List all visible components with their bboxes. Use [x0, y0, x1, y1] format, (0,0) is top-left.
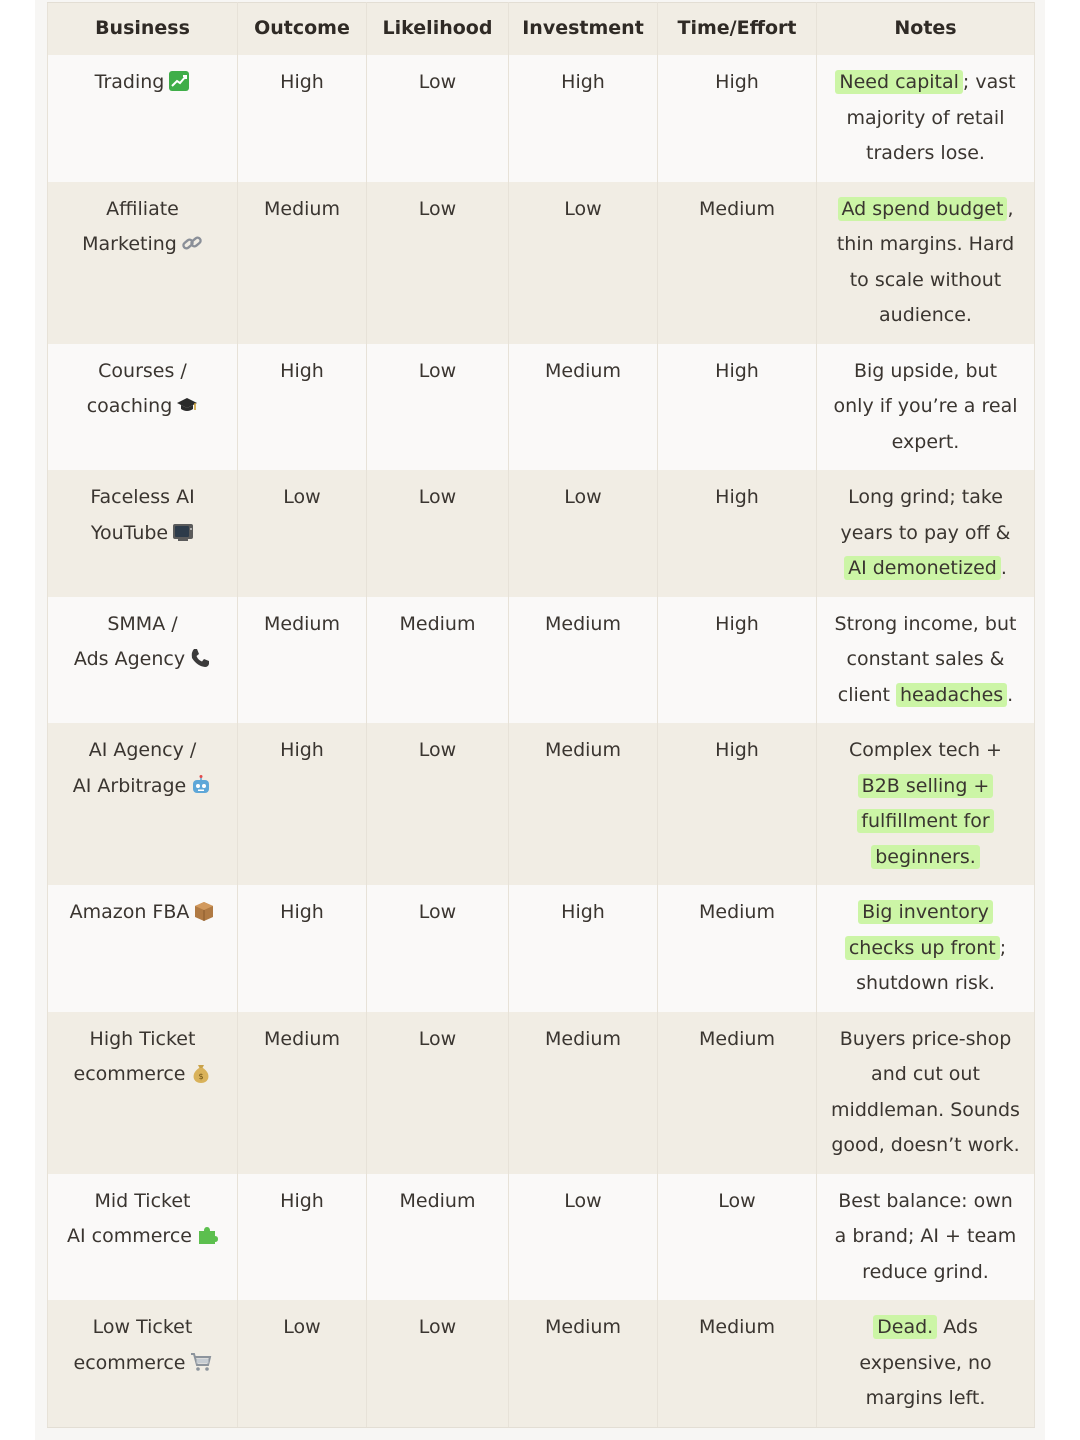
cell-time-effort: High — [658, 470, 817, 597]
television-icon — [172, 521, 194, 543]
highlighted-note-text: B2B selling + fulfillment for beginners. — [857, 774, 993, 869]
table-row — [48, 470, 1035, 597]
business-name-line: Amazon FBA — [69, 901, 190, 923]
table-sheet — [35, 0, 1045, 1440]
cell-business — [48, 1012, 238, 1174]
note-text: Big upside, but only if you’re a real expert. — [833, 359, 1018, 453]
business-name-line: Affiliate — [106, 197, 179, 220]
cell-business — [48, 1300, 238, 1427]
cell-outcome: High — [238, 885, 367, 1012]
money-bag-icon — [190, 1062, 212, 1084]
cell-outcome: Low — [238, 470, 367, 597]
highlighted-note-text: AI demonetized — [844, 556, 1001, 580]
cell-notes — [817, 55, 1035, 182]
cell-notes — [817, 1012, 1035, 1174]
table-row — [48, 1300, 1035, 1427]
cell-outcome: Medium — [238, 1012, 367, 1174]
cell-investment: Medium — [509, 1012, 658, 1174]
cell-likelihood: Low — [367, 344, 509, 471]
cell-likelihood: Low — [367, 885, 509, 1012]
cell-notes — [817, 723, 1035, 885]
cell-investment: Medium — [509, 597, 658, 724]
cell-notes — [817, 885, 1035, 1012]
shopping-cart-icon — [190, 1351, 212, 1373]
cell-time-effort: Medium — [658, 1300, 817, 1427]
business-name-line: SMMA / — [107, 612, 178, 635]
cell-notes — [817, 1300, 1035, 1427]
highlighted-note-text: Dead. — [873, 1315, 937, 1339]
cell-business — [48, 723, 238, 885]
highlighted-note-text: headaches — [896, 683, 1007, 707]
header-notes: Notes — [817, 3, 1035, 56]
business-name-line: Mid Ticket — [94, 1189, 191, 1212]
highlighted-note-text: Big inventory checks up front — [845, 900, 1000, 960]
business-name-line: ecommerce — [73, 1351, 186, 1374]
business-name-line: Marketing — [82, 233, 177, 255]
note-text: Ads expensive, no margins left. — [859, 1316, 992, 1409]
cell-outcome: Medium — [238, 182, 367, 344]
business-name-line: Courses / — [98, 359, 187, 382]
package-icon — [193, 900, 215, 922]
cell-notes — [817, 1174, 1035, 1301]
business-name-line: Low Ticket — [92, 1316, 193, 1338]
cell-likelihood: Medium — [367, 597, 509, 724]
header-business: Business — [48, 3, 238, 56]
cell-time-effort: High — [658, 55, 817, 182]
table-row — [48, 55, 1035, 182]
cell-outcome: High — [238, 55, 367, 182]
cell-investment: Low — [509, 182, 658, 344]
business-name-line: AI commerce — [67, 1225, 192, 1247]
cell-outcome: Low — [238, 1300, 367, 1427]
cell-time-effort: High — [658, 597, 817, 724]
cell-outcome: High — [238, 1174, 367, 1301]
highlighted-note-text: Need capital — [835, 70, 963, 94]
cell-likelihood: Low — [367, 55, 509, 182]
header-row — [48, 3, 1035, 56]
telephone-icon — [189, 647, 211, 669]
robot-icon — [190, 774, 212, 796]
table-row — [48, 1012, 1035, 1174]
cell-likelihood: Medium — [367, 1174, 509, 1301]
cell-investment: Low — [509, 1174, 658, 1301]
cell-business — [48, 344, 238, 471]
cell-business — [48, 885, 238, 1012]
cell-outcome: Medium — [238, 597, 367, 724]
cell-business — [48, 182, 238, 344]
business-name-line: coaching — [86, 395, 173, 417]
header-likelihood: Likelihood — [367, 3, 509, 56]
note-text: . — [1000, 557, 1007, 579]
note-text: ; vast majority of retail traders lose. — [846, 71, 1016, 164]
cell-likelihood: Low — [367, 1012, 509, 1174]
table-row — [48, 723, 1035, 885]
cell-investment: Medium — [509, 1300, 658, 1427]
business-name-line: High Ticket — [89, 1027, 196, 1050]
cell-notes — [817, 182, 1035, 344]
business-name-line: Faceless AI — [90, 486, 195, 508]
business-name-line: AI Arbitrage — [72, 774, 187, 797]
chart-increasing-icon — [168, 70, 190, 92]
note-text: Strong income, but constant sales & client — [834, 612, 1017, 706]
note-text: Complex tech + — [849, 739, 1002, 761]
note-text: Buyers price-shop and cut out middleman. Sounds good, doesn’t work. — [831, 1027, 1020, 1156]
cell-business — [48, 597, 238, 724]
note-text: , thin margins. Hard to scale without audience. — [836, 197, 1015, 326]
cell-time-effort: High — [658, 723, 817, 885]
cell-outcome: High — [238, 344, 367, 471]
comparison-table — [47, 2, 1035, 1428]
svg-text:$: $ — [197, 1072, 204, 1081]
header-investment: Investment — [509, 3, 658, 56]
header-time-effort: Time/Effort — [658, 3, 817, 56]
graduation-cap-icon — [176, 394, 198, 416]
cell-notes — [817, 597, 1035, 724]
cell-time-effort: Medium — [658, 885, 817, 1012]
cell-outcome: High — [238, 723, 367, 885]
cell-time-effort: Low — [658, 1174, 817, 1301]
table-row — [48, 182, 1035, 344]
cell-likelihood: Low — [367, 182, 509, 344]
link-icon — [181, 232, 203, 254]
cell-likelihood: Low — [367, 723, 509, 885]
table-row — [48, 597, 1035, 724]
cell-business — [48, 55, 238, 182]
table-row — [48, 344, 1035, 471]
cell-investment: High — [509, 885, 658, 1012]
header-outcome: Outcome — [238, 3, 367, 56]
note-text: . — [1007, 683, 1014, 706]
note-text: Best balance: own a brand; AI + team reduce grind. — [834, 1189, 1017, 1283]
table-row — [48, 885, 1035, 1012]
business-name-line: Trading — [94, 71, 165, 93]
cell-investment: Low — [509, 470, 658, 597]
table-row — [48, 1174, 1035, 1301]
business-name-line: YouTube — [90, 521, 169, 544]
cell-notes — [817, 470, 1035, 597]
table-body — [48, 55, 1035, 1427]
cell-business — [48, 470, 238, 597]
business-name-line: Ads Agency — [73, 648, 186, 670]
cell-business — [48, 1174, 238, 1301]
cell-time-effort: High — [658, 344, 817, 471]
cell-time-effort: Medium — [658, 182, 817, 344]
cell-investment: Medium — [509, 344, 658, 471]
business-name-line: ecommerce — [73, 1063, 186, 1085]
puzzle-piece-icon — [196, 1224, 218, 1246]
note-text: ; shutdown risk. — [856, 936, 1007, 994]
cell-likelihood: Low — [367, 1300, 509, 1427]
highlighted-note-text: Ad spend budget — [838, 197, 1008, 221]
cell-notes — [817, 344, 1035, 471]
business-name-line: AI Agency / — [88, 739, 197, 761]
cell-time-effort: Medium — [658, 1012, 817, 1174]
cell-investment: High — [509, 55, 658, 182]
note-text: Long grind; take years to pay off & — [840, 486, 1011, 544]
cell-likelihood: Low — [367, 470, 509, 597]
cell-investment: Medium — [509, 723, 658, 885]
